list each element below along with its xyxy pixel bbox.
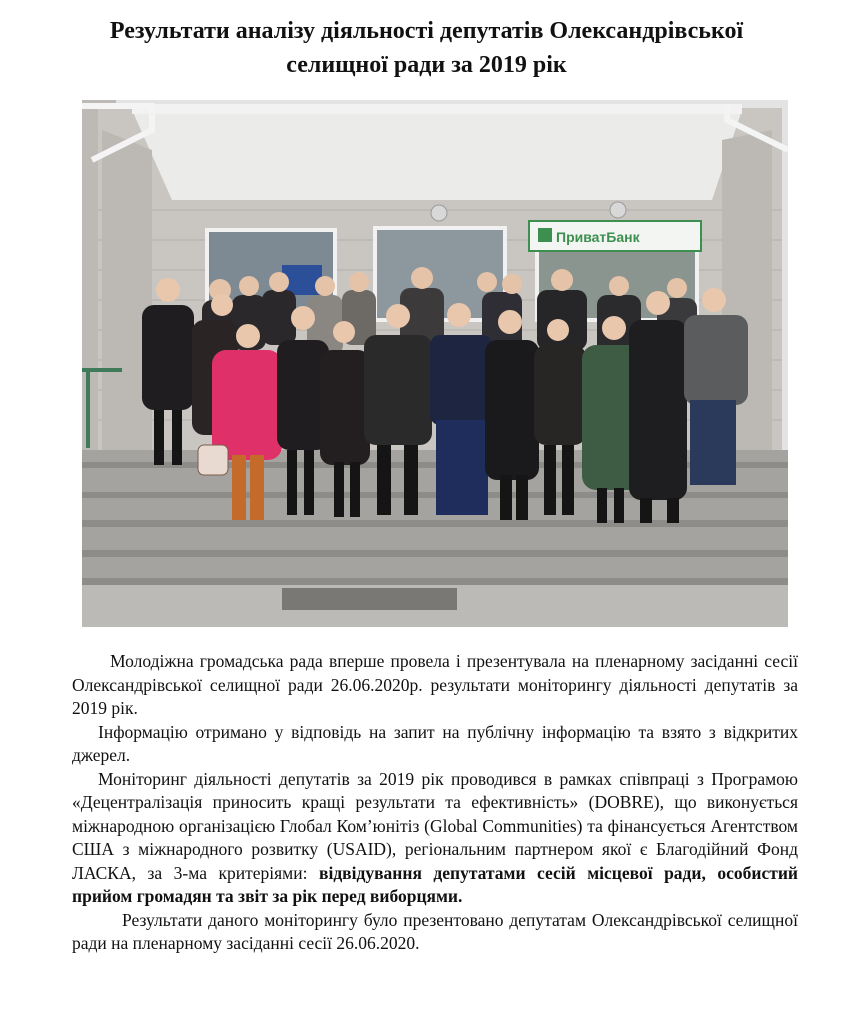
paragraph-1: Молодіжна громадська рада вперше провела і презентувала на пленарному засіданні сесії Олександрівської селищної ради 26.06.2020р. результати моніторингу діяльності депутатів за 2019 рік. bbox=[72, 651, 798, 718]
bank-logo-icon bbox=[538, 228, 552, 242]
paragraph-3-criteria: відвідування депутатами сесій місцевої ради, особистий прийом громадян та звіт за рік перед виборцями. bbox=[72, 862, 799, 906]
paragraph-3 bbox=[72, 768, 798, 909]
pink-coat bbox=[212, 350, 282, 460]
document-title bbox=[40, 14, 813, 82]
article-body bbox=[72, 650, 798, 956]
bank-sign-text: ПриватБанк bbox=[556, 229, 640, 245]
railing-post bbox=[86, 368, 90, 448]
title-line-1: Результати аналізу діяльності депутатів Олександрівської bbox=[109, 18, 744, 44]
step-slab bbox=[282, 588, 457, 610]
paragraph-2: Інформацію отримано у відповідь на запит на публічну інформацію та взято з відкритих джерел. bbox=[72, 721, 798, 765]
canopy-edge bbox=[132, 104, 742, 114]
group-photo bbox=[82, 100, 788, 627]
paragraph-3-text: Моніторинг діяльності депутатів за 2019 рік проводився в рамках співпраці з Програмою «Децентралізація приносить кращі результати та ефективність» (DOBRE), що виконується міжнародною організацією Глобал Ком’юнітіз (Global Communities) та фінансується Агентством США з міжнародного розвитку (USAID), регіональним партнером якої є Благодійний Фонд ЛАСКА, за 3-ма критеріями: bbox=[72, 768, 798, 883]
title-line-2: селищної ради за 2019 рік bbox=[286, 52, 567, 78]
ceiling-lamp-right bbox=[610, 202, 626, 218]
ceiling-lamp-left bbox=[431, 205, 447, 221]
paragraph-4: Результати даного моніторингу було презентовано депутатам Олександрівської селищної ради на пленарному засіданні сесії 26.06.2020. bbox=[72, 909, 798, 953]
entrance-canopy bbox=[132, 110, 742, 200]
group-photo-illustration bbox=[82, 100, 788, 627]
